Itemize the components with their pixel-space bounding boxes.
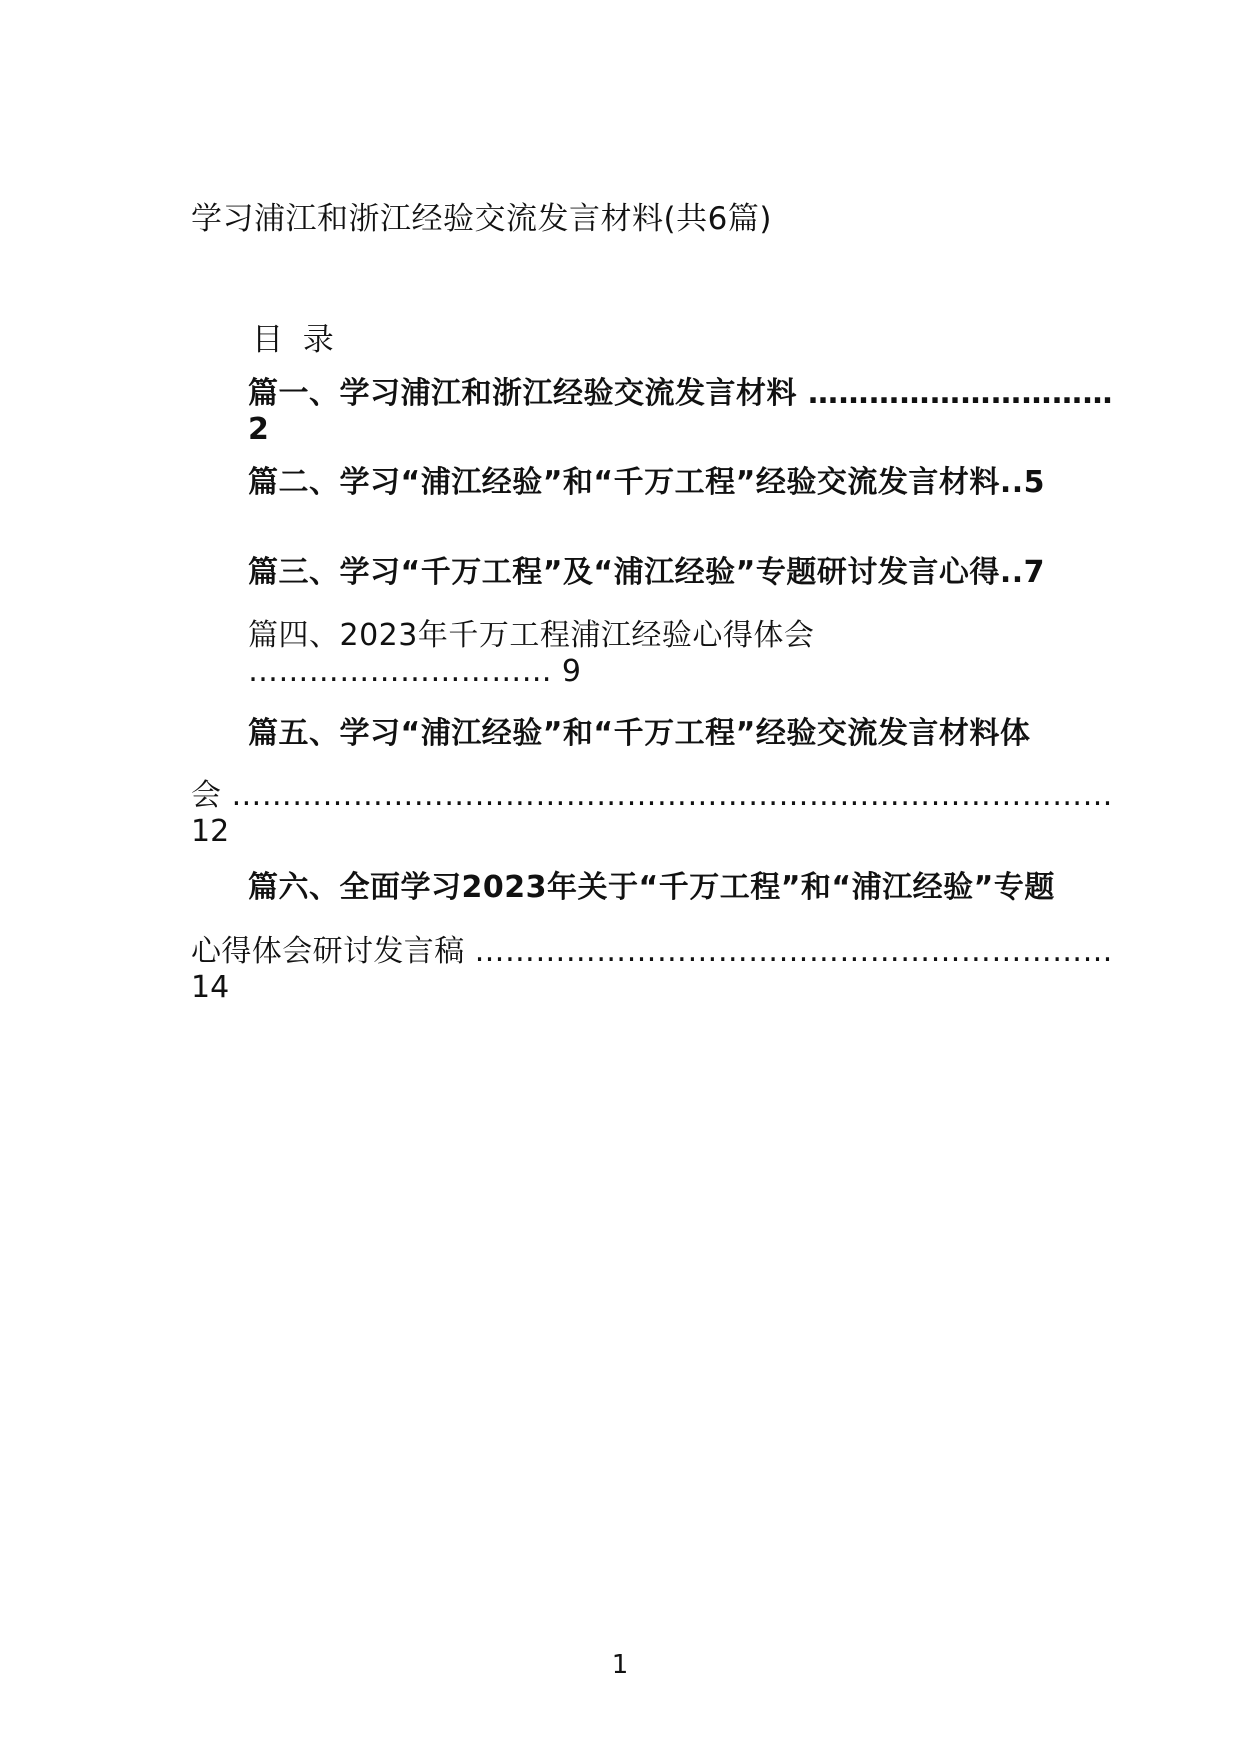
toc-entry-5-text: 篇五、学习“浦江经验”和“千万工程”经验交流发言材料体 bbox=[248, 716, 1031, 751]
toc-entry-1[interactable] bbox=[248, 376, 1113, 448]
toc-entry-4-page: ………………………… 9 bbox=[248, 654, 582, 689]
toc-entry-3[interactable] bbox=[248, 555, 1045, 591]
toc-entry-4-text: 篇四、2023年千万工程浦江经验心得体会 bbox=[248, 618, 815, 653]
toc-entry-2-text: 篇二、学习“浦江经验”和“千万工程”经验交流发言材料..5 bbox=[248, 465, 1046, 500]
toc-entry-5[interactable] bbox=[248, 716, 1030, 752]
toc-entry-5-page: 12 bbox=[191, 814, 230, 849]
toc-entry-6-continued[interactable] bbox=[191, 934, 1113, 1006]
toc-entry-2[interactable] bbox=[248, 465, 1045, 501]
toc-entry-1-text: 篇一、学习浦江和浙江经验交流发言材料 ………………………… bbox=[248, 376, 1113, 411]
toc-entry-3-text: 篇三、学习“千万工程”及“浦江经验”专题研讨发言心得..7 bbox=[248, 555, 1046, 590]
toc-entry-6-text: 篇六、全面学习2023年关于“千万工程”和“浦江经验”专题 bbox=[248, 870, 1055, 905]
toc-entry-5-continued[interactable] bbox=[191, 778, 1113, 850]
document-title: 学习浦江和浙江经验交流发言材料(共6篇) bbox=[191, 201, 772, 237]
toc-entry-6-text-continued: 心得体会研讨发言稿 ……………………………………………………… bbox=[191, 934, 1113, 969]
toc-entry-5-text-continued: 会 …………………………………………………………………………… bbox=[191, 778, 1113, 813]
toc-entry-6[interactable] bbox=[248, 870, 1055, 906]
toc-heading: 目 录 bbox=[252, 322, 334, 358]
toc-entry-6-page: 14 bbox=[191, 970, 230, 1005]
toc-entry-1-page: 2 bbox=[248, 412, 269, 447]
page-number: 1 bbox=[611, 1650, 629, 1680]
toc-entry-4[interactable] bbox=[248, 618, 814, 690]
